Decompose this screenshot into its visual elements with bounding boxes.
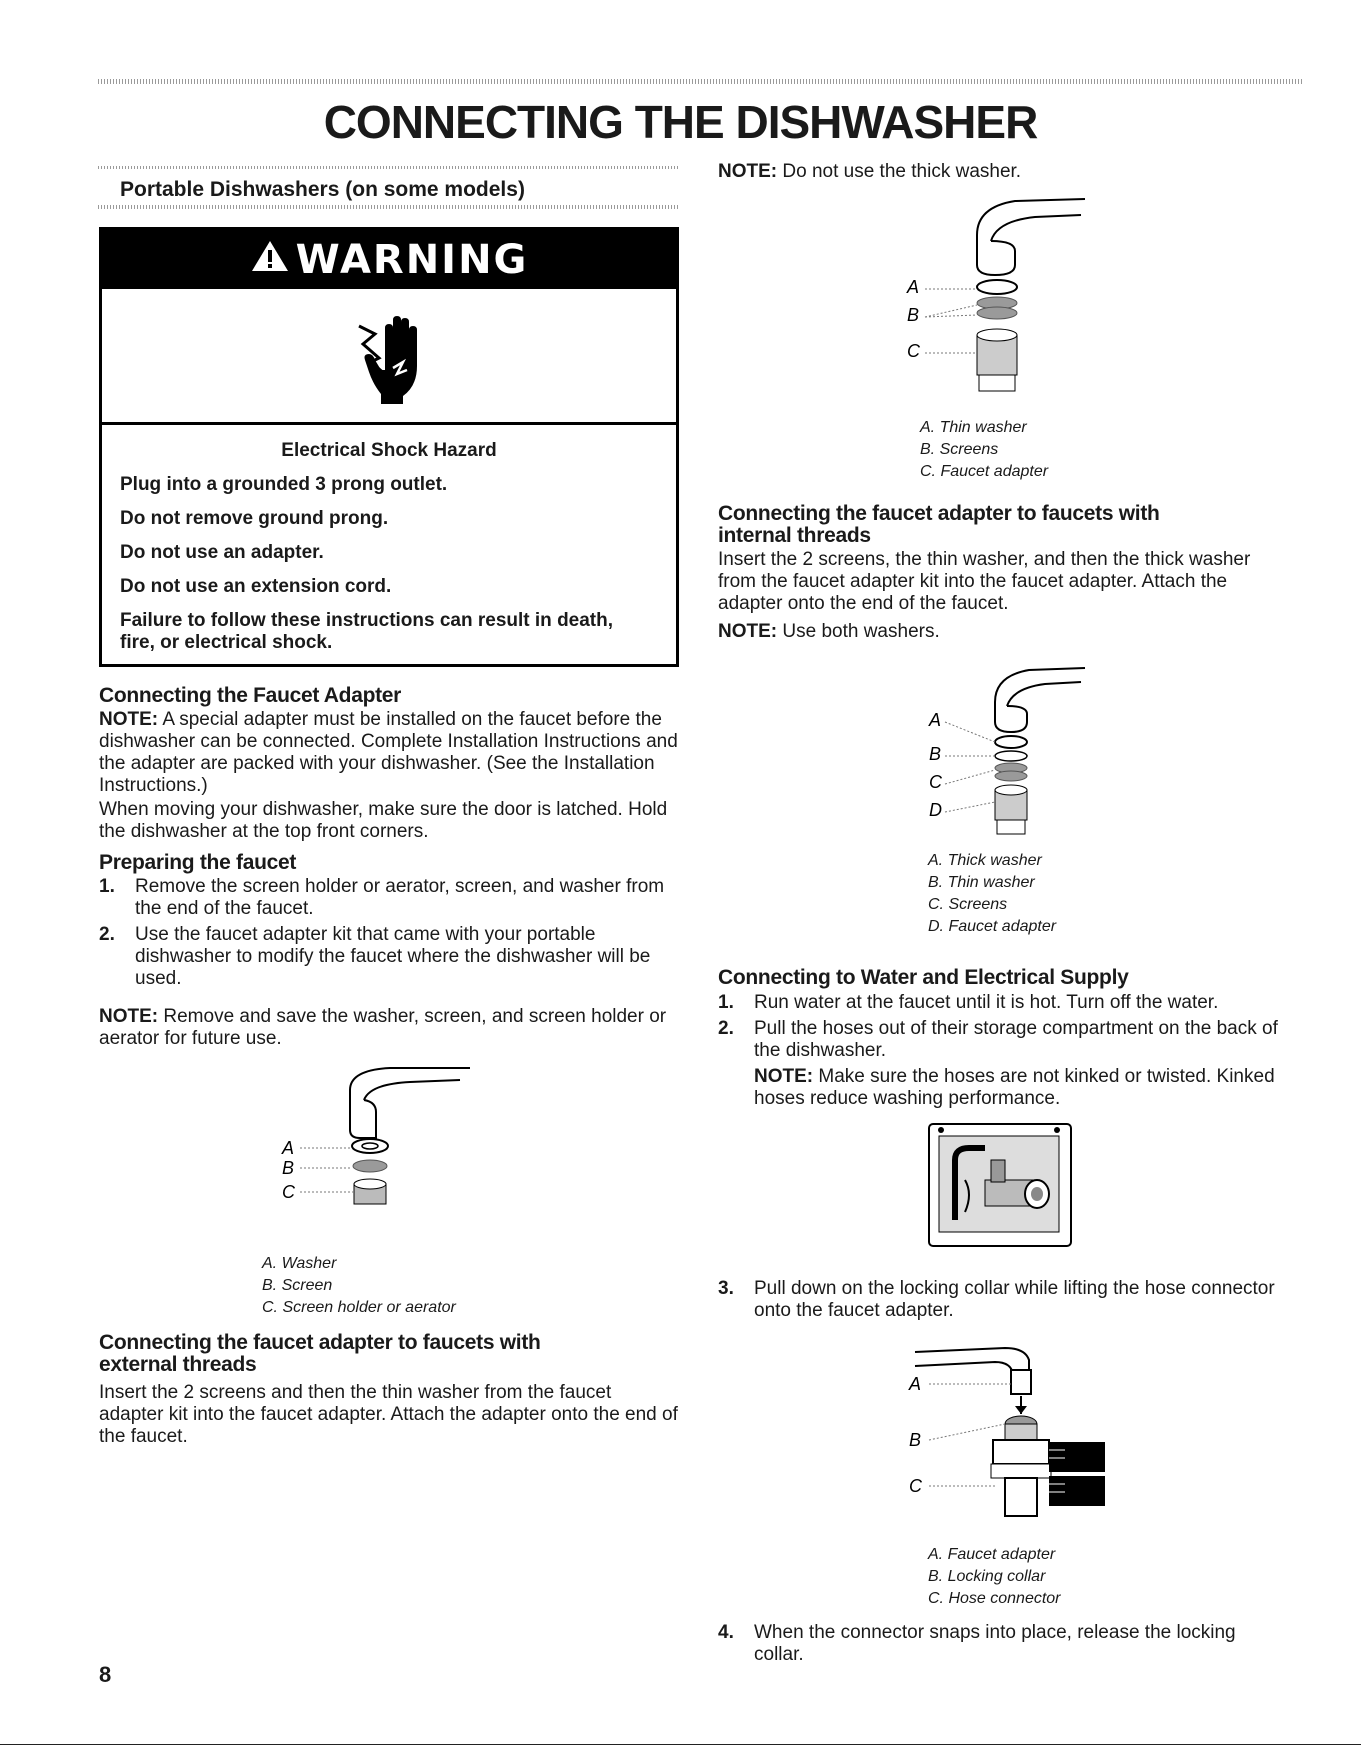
shock-hand-icon [327, 306, 437, 411]
caption-a: A. Washer [262, 1255, 337, 1272]
external-threads-heading: Connecting the faucet adapter to faucets with external threads [99, 1331, 541, 1376]
fig3-label-b: B [929, 744, 942, 764]
section-rule-bottom [98, 205, 680, 209]
step-number: 2. [718, 1018, 734, 1039]
caption-b: B. Screens [920, 441, 999, 458]
step-text: Pull down on the locking collar while lifting the hose connector onto the faucet adapter. [754, 1278, 1275, 1321]
step-number: 2. [99, 924, 115, 945]
step-number: 4. [718, 1622, 734, 1643]
warning-header [102, 230, 676, 289]
fig2-label-c: C [907, 341, 920, 361]
fig2-label-a: A [907, 277, 920, 297]
note-text: Make sure the hoses are not kinked or twisted. Kinked hoses reduce washing performance. [754, 1066, 1275, 1109]
step-text: Use the faucet adapter kit that came with your portable dishwasher to modify the faucet where the dishwasher will be used. [135, 924, 651, 989]
list-item-note [718, 1066, 1288, 1110]
supply-step-4 [718, 1622, 1288, 1670]
list-item [718, 992, 1288, 1014]
figure3-captions [928, 850, 1056, 938]
warning-box [99, 227, 679, 667]
figure-thin-washer-screens [905, 195, 1105, 410]
figure1-captions [262, 1253, 456, 1319]
preparing-steps [99, 876, 679, 994]
caption-b: B. Locking collar [928, 1568, 1046, 1585]
fig3-label-d: D [929, 800, 942, 820]
preparing-heading: Preparing the faucet [99, 851, 297, 874]
caption-c: C. Hose connector [928, 1590, 1061, 1607]
caption-b: B. Thin washer [928, 874, 1035, 891]
fig1-label-b: B [282, 1158, 295, 1178]
supply-step-3 [718, 1278, 1288, 1326]
preparing-note [99, 1006, 679, 1050]
fig1-label-a: A [282, 1138, 295, 1158]
note-text: Do not use the thick washer. [777, 161, 1022, 182]
step-text: Remove the screen holder or aerator, screen, and washer from the end of the faucet. [135, 876, 665, 919]
page-number: 8 [99, 1662, 112, 1687]
moving-paragraph: When moving your dishwasher, make sure the door is latched. Hold the dishwasher at the top front corners. [99, 799, 668, 842]
warning-line-5: Failure to follow these instructions can result in death, fire, or electrical shock. [120, 610, 614, 653]
bottom-rule [0, 1744, 1361, 1745]
figure-hose-connector [905, 1340, 1125, 1545]
warning-line-4: Do not use an extension cord. [120, 576, 392, 597]
section-rule-top [98, 166, 680, 169]
page-title: CONNECTING THE DISHWASHER [323, 96, 1038, 148]
list-item [718, 1018, 1288, 1062]
note-text: A special adapter must be installed on the faucet before the dishwasher can be connected. Complete Installation Instructions and the adapter are packed with your dishwasher. (See the Installation Instructions.) [99, 709, 678, 796]
note-label: NOTE: [99, 1006, 159, 1027]
step-number: 3. [718, 1278, 734, 1299]
caption-d: D. Faucet adapter [928, 918, 1057, 935]
note-label: NOTE: [754, 1066, 814, 1087]
caption-a: A. Thin washer [920, 419, 1027, 436]
fig1-label-c: C [282, 1182, 295, 1202]
note-label: NOTE: [99, 709, 159, 730]
list-item [99, 876, 679, 920]
list-item [99, 924, 679, 990]
list-item [718, 1622, 1288, 1666]
supply-steps-1-2 [718, 992, 1288, 1114]
step-text: When the connector snaps into place, release the locking collar. [754, 1622, 1236, 1665]
warning-triangle-icon [250, 237, 290, 283]
step-text: Pull the hoses out of their storage compartment on the back of the dishwasher. [754, 1018, 1278, 1061]
section-title: Portable Dishwashers (on some models) [120, 178, 525, 201]
caption-a: A. Thick washer [928, 852, 1042, 869]
fig5-label-a: A [909, 1374, 922, 1394]
caption-b: B. Screen [262, 1277, 333, 1294]
caption-a: A. Faucet adapter [928, 1546, 1056, 1563]
fig3-label-a: A [929, 710, 942, 730]
step-number: 1. [99, 876, 115, 897]
caption-c: C. Screens [928, 896, 1008, 913]
figure2-captions [920, 417, 1048, 483]
note-label: NOTE: [718, 161, 778, 182]
note-label: NOTE: [718, 621, 778, 642]
top-rule [98, 79, 1303, 84]
list-item [718, 1278, 1288, 1322]
step-number: 1. [718, 992, 734, 1013]
fig5-label-c: C [909, 1476, 922, 1496]
external-threads-paragraph: Insert the 2 screens and then the thin washer from the faucet adapter kit into the faucet adapter. Attach the adapter onto the end of the faucet. [99, 1382, 678, 1447]
note-text: Remove and save the washer, screen, and screen holder or aerator for future use. [99, 1006, 667, 1049]
fig5-label-b: B [909, 1430, 922, 1450]
caption-c: C. Faucet adapter [920, 463, 1049, 480]
top-note [718, 161, 1278, 183]
note-text: Use both washers. [777, 621, 940, 642]
hazard-title: Electrical Shock Hazard [281, 440, 497, 461]
figure-hose-compartment [925, 1120, 1075, 1255]
figure-thick-thin-washers [925, 662, 1095, 847]
step-text: Run water at the faucet until it is hot. Turn off the water. [754, 992, 1219, 1013]
warning-line-1: Plug into a grounded 3 prong outlet. [120, 474, 448, 495]
warning-divider [102, 422, 676, 425]
figure5-captions [928, 1544, 1061, 1610]
faucet-adapter-note [99, 709, 679, 797]
internal-threads-heading: Connecting the faucet adapter to faucets with internal threads [718, 502, 1160, 547]
supply-heading: Connecting to Water and Electrical Supply [718, 966, 1129, 989]
internal-threads-note [718, 621, 940, 643]
faucet-adapter-heading: Connecting the Faucet Adapter [99, 684, 402, 707]
fig3-label-c: C [929, 772, 942, 792]
internal-threads-paragraph: Insert the 2 screens, the thin washer, and then the thick washer from the faucet adapter kit into the faucet adapter. Attach the adapter onto the end of the faucet. [718, 549, 1251, 614]
caption-c: C. Screen holder or aerator [262, 1299, 456, 1316]
warning-title: WARNING [295, 236, 529, 283]
fig2-label-b: B [907, 305, 920, 325]
warning-line-3: Do not use an adapter. [120, 542, 324, 563]
figure-faucet-washer-screen [280, 1060, 500, 1225]
warning-line-2: Do not remove ground prong. [120, 508, 389, 529]
